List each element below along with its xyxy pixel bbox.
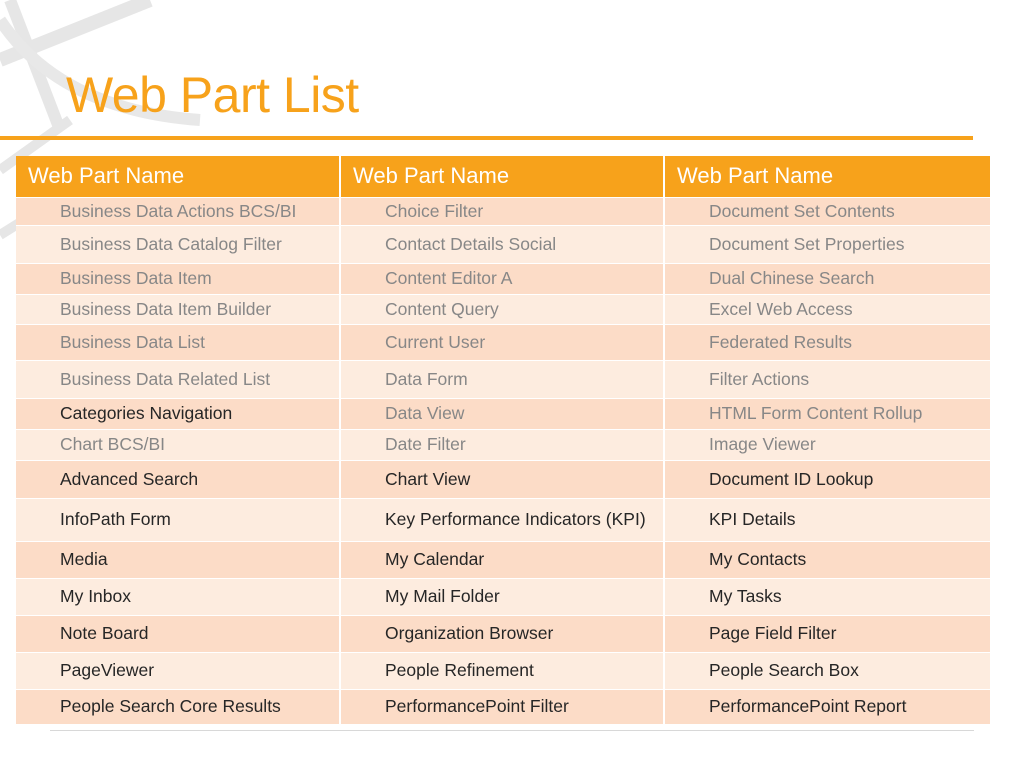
web-part-name-cell: Business Data Related List	[16, 360, 340, 398]
table-row	[16, 615, 990, 652]
web-part-name-cell: Business Data Actions BCS/BI	[16, 197, 340, 225]
bottom-divider	[50, 730, 974, 731]
web-part-name-cell: Excel Web Access	[664, 294, 990, 324]
web-part-name-cell: Document ID Lookup	[664, 460, 990, 498]
web-part-name-cell: Dual Chinese Search	[664, 263, 990, 294]
web-part-name-cell: People Refinement	[340, 652, 664, 689]
table-row	[16, 578, 990, 615]
table-row	[16, 360, 990, 398]
web-part-name-cell: My Mail Folder	[340, 578, 664, 615]
web-part-name-cell: Business Data Catalog Filter	[16, 225, 340, 263]
web-part-name-cell: Current User	[340, 324, 664, 360]
web-part-name-cell: Date Filter	[340, 429, 664, 460]
table-row	[16, 225, 990, 263]
web-part-name-cell: Advanced Search	[16, 460, 340, 498]
web-part-name-cell: Organization Browser	[340, 615, 664, 652]
web-part-name-cell: PerformancePoint Report	[664, 689, 990, 724]
table-header-row	[16, 156, 990, 197]
table-row	[16, 197, 990, 225]
web-part-name-cell: Filter Actions	[664, 360, 990, 398]
web-part-name-cell: HTML Form Content Rollup	[664, 398, 990, 429]
web-part-name-cell: Chart View	[340, 460, 664, 498]
table-row	[16, 541, 990, 578]
web-part-name-cell: Categories Navigation	[16, 398, 340, 429]
title-underline	[0, 136, 973, 140]
web-part-name-cell: InfoPath Form	[16, 498, 340, 541]
web-part-name-cell: PerformancePoint Filter	[340, 689, 664, 724]
table-row	[16, 498, 990, 541]
web-part-name-cell: My Contacts	[664, 541, 990, 578]
web-part-name-cell: Business Data List	[16, 324, 340, 360]
web-part-name-cell: Key Performance Indicators (KPI)	[340, 498, 664, 541]
web-part-name-cell: Federated Results	[664, 324, 990, 360]
table-row	[16, 429, 990, 460]
web-part-name-cell: My Inbox	[16, 578, 340, 615]
web-part-table	[16, 156, 990, 724]
table-row	[16, 689, 990, 724]
web-part-name-cell: Chart BCS/BI	[16, 429, 340, 460]
web-part-name-cell: Content Editor A	[340, 263, 664, 294]
table-row	[16, 324, 990, 360]
table-row	[16, 652, 990, 689]
column-header: Web Part Name	[664, 156, 990, 197]
table-row	[16, 460, 990, 498]
web-part-name-cell: PageViewer	[16, 652, 340, 689]
web-part-name-cell: Business Data Item	[16, 263, 340, 294]
web-part-name-cell: Data Form	[340, 360, 664, 398]
web-part-name-cell: Data View	[340, 398, 664, 429]
web-part-name-cell: Page Field Filter	[664, 615, 990, 652]
web-part-name-cell: Contact Details Social	[340, 225, 664, 263]
web-part-name-cell: Media	[16, 541, 340, 578]
web-part-name-cell: Document Set Contents	[664, 197, 990, 225]
column-header: Web Part Name	[340, 156, 664, 197]
web-part-name-cell: Content Query	[340, 294, 664, 324]
web-part-name-cell: People Search Core Results	[16, 689, 340, 724]
web-part-name-cell: My Tasks	[664, 578, 990, 615]
table-row	[16, 294, 990, 324]
page-title: Web Part List	[66, 67, 359, 123]
web-part-name-cell: My Calendar	[340, 541, 664, 578]
web-part-name-cell: Image Viewer	[664, 429, 990, 460]
column-header: Web Part Name	[16, 156, 340, 197]
web-part-name-cell: Note Board	[16, 615, 340, 652]
table-row	[16, 263, 990, 294]
table-row	[16, 398, 990, 429]
web-part-name-cell: KPI Details	[664, 498, 990, 541]
web-part-name-cell: Document Set Properties	[664, 225, 990, 263]
web-part-name-cell: People Search Box	[664, 652, 990, 689]
web-part-name-cell: Choice Filter	[340, 197, 664, 225]
web-part-name-cell: Business Data Item Builder	[16, 294, 340, 324]
